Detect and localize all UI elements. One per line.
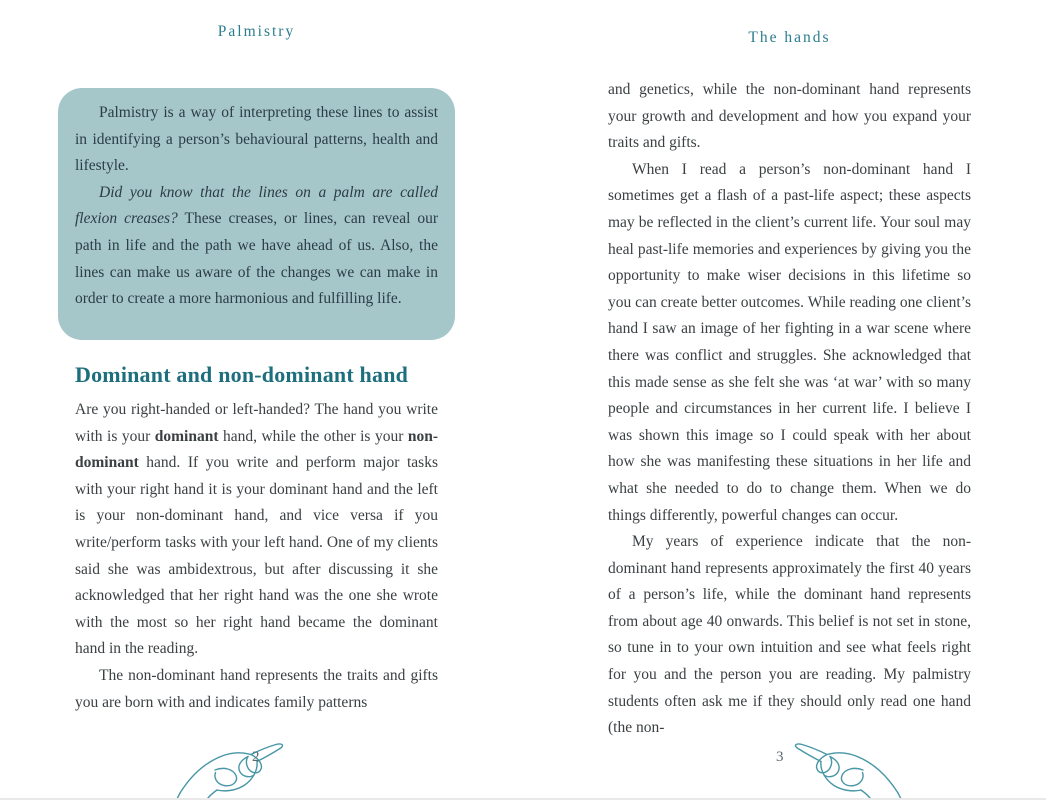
section-heading: Dominant and non-dominant hand: [75, 362, 409, 387]
text-run-bold: dominant: [154, 427, 219, 445]
right-body-text: [608, 77, 971, 742]
hand-sketch-icon: [792, 737, 910, 800]
text-run-normal: The non-dominant hand represents the traits and gifts you are born with and indicates family patterns: [75, 666, 438, 711]
right-page-number: 3: [776, 749, 784, 765]
text-run-normal: hand. If you write and perform major tasks with your right hand it is your dominant hand and the left is your non-dominant hand, and vice versa if you write/perform tasks with your left hand. One of my clients said she was ambidextrous, but after discussing it she acknowledged that her right hand was the one she wrote with the most so her right hand became the dominant hand in the reading.: [75, 454, 438, 658]
left-running-header: Palmistry: [217, 23, 296, 40]
right-running-header: The hands: [748, 29, 831, 46]
paragraph: [75, 663, 438, 716]
text-run-normal: These creases, or lines, can reveal our path in life and the path we have ahead of us. Also, the lines can make us aware of the changes we can make in order to create a more harmonious and fulfilling life.: [75, 210, 439, 308]
paragraph: [75, 100, 438, 180]
paragraph: [75, 180, 438, 313]
paragraph: [608, 157, 971, 529]
info-box-paragraphs: [75, 100, 438, 313]
hand-sketch-icon: [168, 737, 286, 800]
text-run-normal: When I read a person’s non-dominant hand I sometimes get a flash of a past-life aspect; these aspects may be reflected in the client’s current life. Your soul may heal past-life memories and experiences by giving you the opportunity to make wiser decisions in this lifetime so you can create better outcomes. While reading one client’s hand I saw an image of her fighting in a war scene where there was conflict and struggles. She acknowledged that this made sense as she felt she was ‘at war’ with so many people and circumstances in her current life. I believe I was shown this image so I could speak with her about how she was manifesting these situations in her life and what she needed to do to change them. When we do things differently, powerful changes can occur.: [608, 160, 971, 524]
text-run-normal: Are you right-handed or left-handed? The hand you write with is your: [75, 401, 438, 445]
left-page-number: 2: [252, 749, 260, 765]
text-run-normal: and genetics, while the non-dominant hand represents your growth and development and how you expand your traits and gifts.: [608, 81, 971, 152]
text-run-bold: non-dominant: [75, 427, 438, 472]
text-run-normal: My years of experience indicate that the non-dominant hand represents approximately the first 40 years of a person’s life, while the dominant hand represents from about age 40 onwards. This belief is not set in stone, so tune in to your own intuition and see what feels right for you and the person you are reading. My palmistry students often ask me if they should only read one hand (the non-: [608, 533, 971, 737]
text-run-italic: Did you know that the lines on a palm are called flexion creases?: [75, 183, 438, 228]
text-run-normal: hand, while the other is your: [218, 427, 408, 445]
paragraph: [608, 77, 971, 157]
paragraph: [75, 397, 438, 663]
info-box: [58, 88, 455, 340]
left-body-text: [75, 397, 438, 716]
text-run-normal: Palmistry is a way of interpreting these lines to assist in identifying a person’s behavioural patterns, health and lifestyle.: [75, 104, 438, 175]
paragraph: [608, 529, 971, 742]
